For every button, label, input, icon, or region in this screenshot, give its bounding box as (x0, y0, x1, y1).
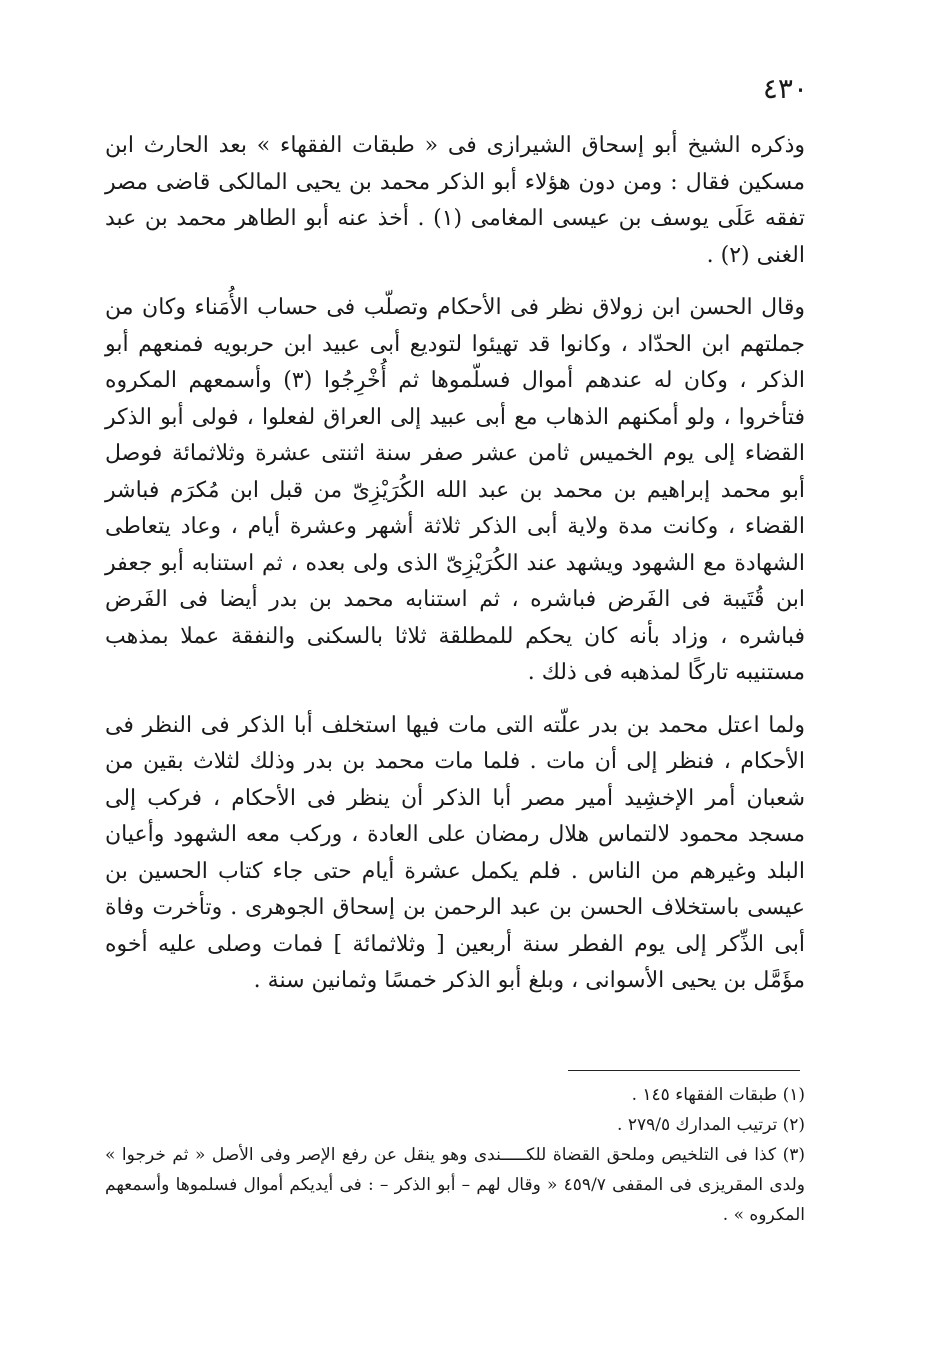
footnote-divider (568, 1070, 800, 1071)
footnote-3: (٣) كذا فى التلخيص وملحق القضاة للكـــــندى وهو ينقل عن رفع الإصر وفى الأصل « ثم خرجوا » ولدى المقريزى فى المقفى ٤٥٩/٧ « وقال لهم – أبو الذكر – : فى أيديكم أموال فسلموها وأسمعهم المكروه » . (105, 1145, 805, 1225)
page-number: ٤٣٠ (762, 72, 808, 105)
paragraph-2: وقال الحسن ابن زولاق نظر فى الأحكام وتصلّب فى حساب الأُمَناء وكان من جملتهم ابن الحدّاد ، وكانوا قد تهيئوا لتوديع أبى عبيد ابن حربويه فمنعهم أبو الذكر ، وكان له عندهم أموال فسلّموها ثم أُخْرِجُوا (٣) وأسمعهم المكروه فتأخروا ، ولو أمكنهم الذهاب مع أبى عبيد إلى العراق لفعلوا ، فولى أبو الذكر القضاء إلى يوم الخميس ثامن عشر صفر سنة اثنتى عشرة وثلاثمائة فوصل أبو محمد إبراهيم بن محمد بن عبد الله الكُرَيْزِىّ من قبل ابن مُكرَم فباشر القضاء ، وكانت مدة ولاية أبى الذكر ثلاثة أشهر وعشرة أيام ، وعاد يتعاطى الشهادة مع الشهود ويشهد عند الكُرَيْزِىّ الذى ولى بعده ، ثم استنابه أبو جعفر ابن قُتَيبة فى الفَرض فباشره ، ثم استنابه محمد بن بدر أيضا فى الفَرض فباشره ، وزاد بأنه كان يحكم للمطلقة ثلاثا بالسكنى والنفقة عملا بمذهب مستنيبه تاركًا لمذهبه فى ذلك . (105, 295, 806, 685)
footnote-2: (٢) ترتيب المدارك ٢٧٩/٥ . (617, 1115, 805, 1135)
footnote-1: (١) طبقات الفقهاء ١٤٥ . (631, 1085, 805, 1105)
main-text (105, 128, 805, 1000)
paragraph-1: وذكره الشيخ أبو إسحاق الشيرازى فى « طبقات الفقهاء » بعد الحارث ابن مسكين فقال : ومن دون هؤلاء أبو الذكر محمد بن يحيى المالكى قاضى مصر تفقه عَلَى يوسف بن عيسى المغامى (١) . أخذ عنه أبو الطاهر محمد بن عبد الغنى (٢) . (105, 133, 805, 268)
paragraph-3: ولما اعتل محمد بن بدر علّته التى مات فيها استخلف أبا الذكر فى النظر فى الأحكام ، فنظر إلى أن مات . فلما مات محمد بن بدر وذلك لثلاث بقين من شعبان أمر الإخشِيد أمير مصر أبا الذكر أن ينظر فى الأحكام ، فركب إلى مسجد محمود لالتماس هلال رمضان على العادة ، وركب معه الشهود وأعيان البلد وغيرهم من الناس . فلم يكمل عشرة أيام حتى جاء كتاب الحسين بن عيسى باستخلاف الحسن بن عبد الرحمن بن إسحاق الجوهرى . وتأخرت وفاة أبى الذِّكر إلى يوم الفطر سنة أربعين [ وثلاثمائة ] فمات وصلى عليه أخوه مؤَمَّل بن يحيى الأسوانى ، وبلغ أبو الذكر خمسًا وثمانين سنة . (105, 712, 805, 993)
footnotes (105, 1080, 805, 1230)
